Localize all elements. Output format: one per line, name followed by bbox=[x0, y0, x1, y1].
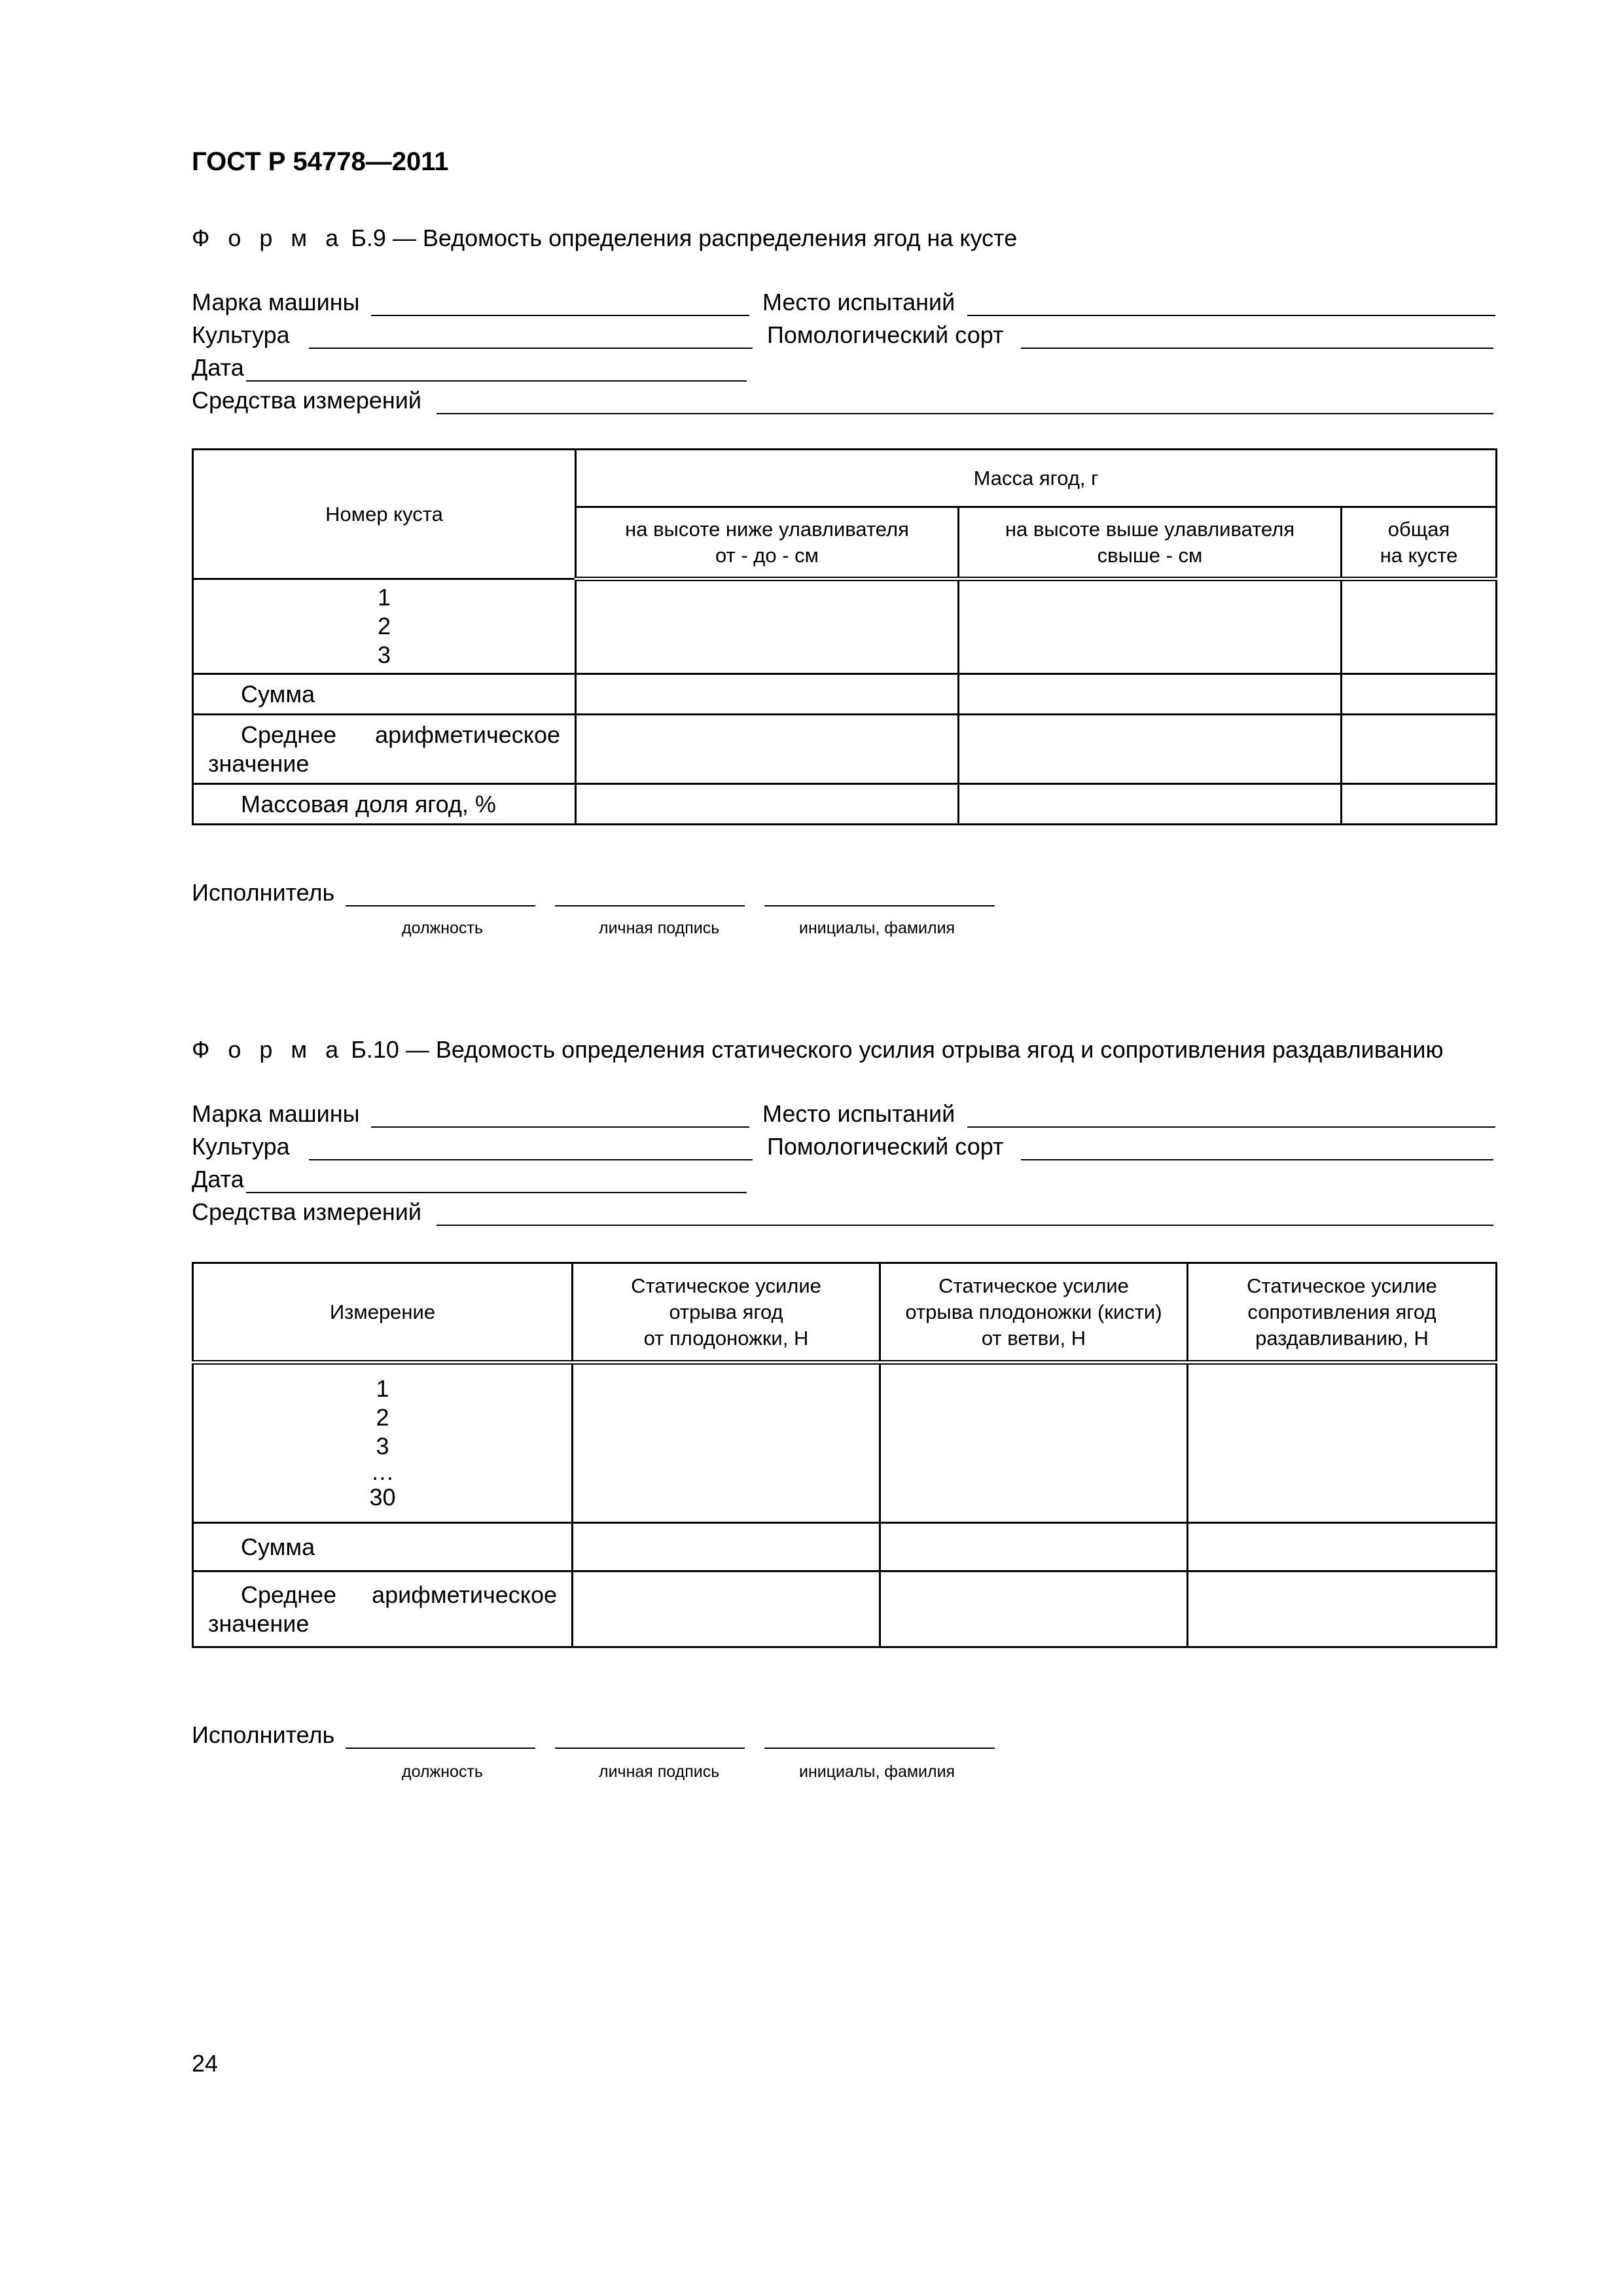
executor-label: Исполнитель bbox=[192, 879, 335, 906]
row-number: 30 bbox=[369, 1484, 396, 1511]
data-cell[interactable] bbox=[1188, 1523, 1497, 1571]
row-label-mean-word2: арифметическое bbox=[375, 721, 560, 748]
header-crush-resistance bbox=[1188, 1263, 1497, 1363]
header-total-line1: общая bbox=[1387, 517, 1450, 541]
row-number: 1 bbox=[377, 584, 391, 611]
position-field[interactable] bbox=[346, 1748, 535, 1749]
data-cell[interactable] bbox=[573, 1571, 880, 1647]
header-above-line1: на высоте выше улавливателя bbox=[1005, 517, 1295, 541]
instruments-field[interactable] bbox=[437, 1225, 1493, 1226]
data-cell[interactable] bbox=[959, 784, 1342, 825]
name-caption: инициалы, фамилия bbox=[799, 919, 955, 937]
variety-label: Помологический сорт bbox=[767, 321, 1004, 348]
row-number: 3 bbox=[376, 1433, 389, 1460]
row-label-sum: Сумма bbox=[193, 1523, 573, 1571]
page-number: 24 bbox=[192, 2050, 219, 2077]
row-number-ellipsis: … bbox=[370, 1458, 395, 1485]
header-berry-line1: Статическое усилие bbox=[631, 1274, 821, 1297]
table-row bbox=[193, 1363, 1497, 1523]
form-b10-title bbox=[192, 1036, 1443, 1064]
data-cell[interactable] bbox=[576, 784, 959, 825]
date-field[interactable] bbox=[246, 380, 747, 382]
row-number: 3 bbox=[377, 641, 391, 668]
form-b9-title-text: Б.9 — Ведомость определения распределения ягод на кусте bbox=[344, 224, 1018, 251]
position-field[interactable] bbox=[346, 905, 535, 906]
data-cell[interactable] bbox=[880, 1363, 1188, 1523]
data-cell[interactable] bbox=[1188, 1363, 1497, 1523]
table-row bbox=[193, 1523, 1497, 1571]
table-row bbox=[193, 1571, 1497, 1647]
signature-field[interactable] bbox=[555, 905, 745, 906]
bush-numbers-cell bbox=[193, 579, 576, 674]
form-b10-table bbox=[192, 1262, 1497, 1648]
culture-field[interactable] bbox=[309, 1159, 753, 1160]
header-berry-detach-force bbox=[573, 1263, 880, 1363]
header-berry-mass: Масса ягод, г bbox=[576, 450, 1497, 507]
header-below-catcher bbox=[576, 507, 959, 579]
place-field[interactable] bbox=[967, 315, 1495, 316]
header-below-line2: от - до - см bbox=[715, 543, 819, 567]
header-stem-detach-force bbox=[880, 1263, 1188, 1363]
row-label-mean-word1: Среднее bbox=[241, 1581, 337, 1608]
header-total-on-bush bbox=[1342, 507, 1497, 579]
header-crush-line3: раздавливанию, Н bbox=[1255, 1326, 1429, 1350]
header-above-line2: свыше - см bbox=[1097, 543, 1203, 567]
form-b10-title-text: Б.10 — Ведомость определения статического усилия отрыва ягод и сопротивления раздавливанию bbox=[344, 1036, 1444, 1063]
data-cell[interactable] bbox=[880, 1523, 1188, 1571]
data-cell[interactable] bbox=[880, 1571, 1188, 1647]
name-field[interactable] bbox=[764, 1748, 995, 1749]
executor-label: Исполнитель bbox=[192, 1721, 335, 1748]
culture-field[interactable] bbox=[309, 348, 753, 349]
machine-label: Марка машины bbox=[192, 1100, 360, 1127]
data-cell[interactable] bbox=[959, 579, 1342, 674]
name-field[interactable] bbox=[764, 905, 995, 906]
data-cell[interactable] bbox=[1342, 674, 1497, 715]
signature-field[interactable] bbox=[555, 1748, 745, 1749]
header-berry-line3: от плодоножки, Н bbox=[643, 1326, 809, 1350]
data-cell[interactable] bbox=[1342, 784, 1497, 825]
row-number: 2 bbox=[377, 613, 391, 639]
data-cell[interactable] bbox=[1188, 1571, 1497, 1647]
variety-label: Помологический сорт bbox=[767, 1133, 1004, 1160]
header-berry-line2: отрыва ягод bbox=[669, 1300, 783, 1323]
header-measurement: Измерение bbox=[193, 1263, 573, 1363]
variety-field[interactable] bbox=[1021, 348, 1493, 349]
data-cell[interactable] bbox=[1342, 715, 1497, 784]
table-row bbox=[193, 784, 1497, 825]
data-cell[interactable] bbox=[573, 1523, 880, 1571]
place-field[interactable] bbox=[967, 1126, 1495, 1128]
machine-field[interactable] bbox=[371, 1126, 749, 1128]
row-label-mean-word3: значение bbox=[208, 1609, 310, 1637]
row-label-mean-word1: Среднее bbox=[241, 721, 337, 748]
row-number: 1 bbox=[376, 1375, 389, 1402]
date-label: Дата bbox=[192, 354, 244, 381]
variety-field[interactable] bbox=[1021, 1159, 1493, 1160]
data-cell[interactable] bbox=[576, 715, 959, 784]
culture-label: Культура bbox=[192, 321, 290, 348]
row-label-mean-word2: арифметическое bbox=[372, 1581, 557, 1608]
table-row bbox=[193, 715, 1497, 784]
document-code: ГОСТ Р 54778—2011 bbox=[192, 147, 449, 176]
position-caption: должность bbox=[402, 919, 483, 937]
form-b10-title-prefix: Ф о р м а bbox=[192, 1036, 345, 1063]
header-stem-line2: отрыва плодоножки (кисти) bbox=[905, 1300, 1162, 1323]
row-label-mean bbox=[193, 1571, 573, 1647]
data-cell[interactable] bbox=[959, 674, 1342, 715]
row-number: 2 bbox=[376, 1404, 389, 1431]
position-caption: должность bbox=[402, 1763, 483, 1781]
form-b9-title-prefix: Ф о р м а bbox=[192, 224, 345, 251]
date-label: Дата bbox=[192, 1166, 244, 1193]
instruments-label: Средства измерений bbox=[192, 1198, 422, 1225]
data-cell[interactable] bbox=[576, 579, 959, 674]
table-row bbox=[193, 579, 1497, 674]
header-crush-line1: Статическое усилие bbox=[1247, 1274, 1437, 1297]
name-caption: инициалы, фамилия bbox=[799, 1763, 955, 1781]
instruments-field[interactable] bbox=[437, 413, 1493, 414]
data-cell[interactable] bbox=[576, 674, 959, 715]
header-total-line2: на кусте bbox=[1380, 543, 1458, 567]
table-row bbox=[193, 674, 1497, 715]
form-b9-title bbox=[192, 224, 1017, 252]
data-cell[interactable] bbox=[573, 1363, 880, 1523]
row-label-mean bbox=[193, 715, 576, 784]
data-cell[interactable] bbox=[1342, 579, 1497, 674]
form-b9-table bbox=[192, 448, 1497, 825]
header-above-catcher bbox=[959, 507, 1342, 579]
row-label-sum: Сумма bbox=[193, 674, 576, 715]
place-label: Место испытаний bbox=[762, 1100, 955, 1127]
culture-label: Культура bbox=[192, 1133, 290, 1160]
row-label-mean-word3: значение bbox=[208, 749, 310, 777]
signature-caption: личная подпись bbox=[599, 1763, 720, 1781]
row-label-mass-share: Массовая доля ягод, % bbox=[193, 784, 576, 825]
data-cell[interactable] bbox=[959, 715, 1342, 784]
machine-label: Марка машины bbox=[192, 289, 360, 315]
measurement-numbers-cell bbox=[193, 1363, 573, 1523]
date-field[interactable] bbox=[246, 1192, 747, 1193]
place-label: Место испытаний bbox=[762, 289, 955, 315]
header-crush-line2: сопротивления ягод bbox=[1247, 1300, 1436, 1323]
instruments-label: Средства измерений bbox=[192, 387, 422, 414]
header-below-line1: на высоте ниже улавливателя bbox=[625, 517, 909, 541]
header-stem-line3: от ветви, Н bbox=[981, 1326, 1086, 1350]
signature-caption: личная подпись bbox=[599, 919, 720, 937]
header-bush-number: Номер куста bbox=[193, 450, 576, 579]
machine-field[interactable] bbox=[371, 315, 749, 316]
header-stem-line1: Статическое усилие bbox=[938, 1274, 1129, 1297]
